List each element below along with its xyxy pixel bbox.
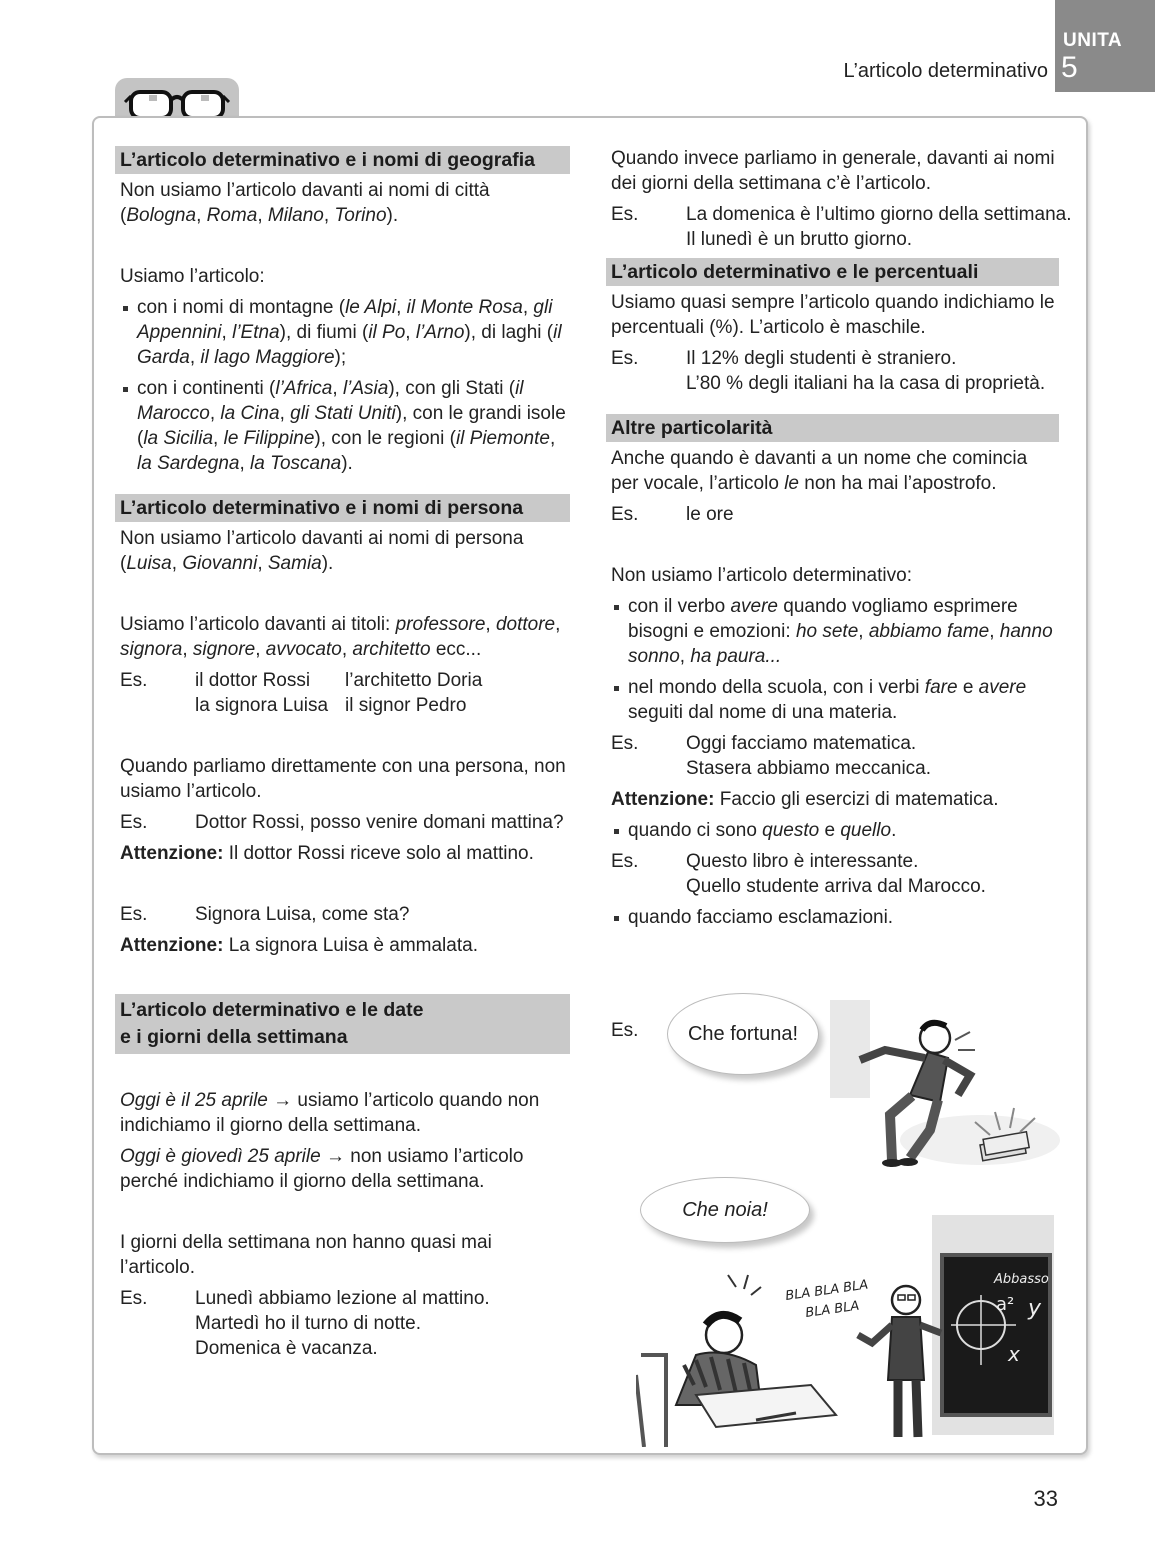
es-label: Es. [611,504,639,525]
es-label: Es. [611,1020,639,1041]
example-row [606,731,1059,781]
es-label: Es. [611,204,639,225]
list-item: nel mondo della scuola, con i verbi fare e avere seguiti dal nome di una materia. [611,675,1059,725]
example-text: L’80 % degli italiani ha la casa di proprietà. [686,373,1046,394]
altre-paragraph-2: Non usiamo l’articolo determinativo: [611,565,912,586]
altre-list-3 [606,905,1059,930]
section-heading-persona: L’articolo determinativo e i nomi di persona [115,494,570,522]
list-item: con i continenti (l’Africa, l’Asia), con gli Stati (il Marocco, la Cina, gli Stati Uniti), con le grandi isole (la Sicilia, le Filippine), con le regioni (il Piemonte, la Sardegna, la Toscana). [120,376,570,476]
es-label: Es. [120,1288,148,1309]
date-paragraph-2: Oggi è giovedì 25 aprile → non usiamo l’articolo perché indichiamo il giorno della settimana. [120,1146,524,1192]
section-heading-altre: Altre particolarità [606,414,1059,442]
example-row [606,849,1059,899]
lucky-man-illustration [830,1000,1060,1175]
altre-list-2 [606,818,1059,843]
unit-number: 5 [1061,51,1078,84]
es-label: Es. [120,904,148,925]
es-label: Es. [120,670,148,691]
date-paragraph-1: Oggi è il 25 aprile → usiamo l’articolo quando non indichiamo il giorno della settimana. [120,1090,540,1136]
classroom-illustration [636,1215,1054,1447]
bubble-text: Che fortuna! [687,1022,799,1045]
speech-bubble-noia [640,1177,810,1243]
persona-paragraph-1: Non usiamo l’articolo davanti ai nomi di persona (Luisa, Giovanni, Samia). [120,528,524,574]
example-text: le ore [686,504,734,525]
altre-list [606,594,1059,725]
attention-note: Attenzione: Faccio gli esercizi di matematica. [611,789,999,810]
example-text: il dottor Rossi [195,670,311,691]
section-heading-geografia: L’articolo determinativo e i nomi di geografia [115,146,570,174]
list-item: con i nomi di montagne (le Alpi, il Monte Rosa, gli Appennini, l’Etna), di fiumi (il Po, l’Arno), di laghi (il Garda, il lago Maggiore); [120,295,570,370]
board-text: y [1028,1296,1042,1321]
example-row [606,202,1072,252]
example-text: Il lunedì è un brutto giorno. [686,229,913,250]
example-row [115,810,570,835]
section-heading-date: L’articolo determinativo e le date e i giorni della settimana [115,994,570,1054]
right-column [606,146,1072,936]
list-item: quando facciamo esclamazioni. [611,905,1059,930]
persona-paragraph-3: Quando parliamo direttamente con una persona, non usiamo l’articolo. [120,756,566,802]
example-text: Lunedì abbiamo lezione al mattino. [195,1288,490,1309]
unit-tab [1055,0,1155,92]
running-title: L’articolo determinativo [843,60,1048,82]
example-text: Quello studente arriva dal Marocco. [686,876,986,897]
example-text: l’architetto Doria [345,670,483,691]
attention-note: Attenzione: Il dottor Rossi riceve solo al mattino. [120,843,534,864]
board-text: x [1008,1342,1020,1366]
example-text: Oggi facciamo matematica. [686,733,917,754]
persona-paragraph-2: Usiamo l’articolo davanti ai titoli: professore, dottore, signora, signore, avvocato, architetto ecc... [120,614,561,660]
geo-paragraph-1: Non usiamo l’articolo davanti ai nomi di città (Bologna, Roma, Milano, Torino). [120,180,490,226]
example-text: Stasera abbiamo meccanica. [686,758,932,779]
example-text: Martedì ho il turno di notte. [195,1313,422,1334]
example-row [115,902,570,927]
section-heading-percentuali: L’articolo determinativo e le percentuali [606,258,1059,286]
board-text: a² [996,1294,1015,1315]
example-text: La domenica è l’ultimo giorno della settimana. [686,204,1072,225]
example-titles [115,668,570,718]
geo-list [115,295,570,476]
teacher-speech: BLA BLA BLA [784,1277,870,1304]
es-label: Es. [120,812,148,833]
bubble-text: Che noia! [682,1198,768,1221]
list-item: con il verbo avere quando vogliamo esprimere bisogni e emozioni: ho sete, abbiamo fame, hanno sonno, ha paura... [611,594,1059,669]
example-row [115,1286,570,1361]
unit-word: UNITA [1063,30,1123,51]
example-row [606,502,1059,527]
es-label: Es. [611,733,639,754]
example-text: Dottor Rossi, posso venire domani mattina? [195,812,564,833]
board-text: Abbasso [994,1272,1049,1287]
list-item: quando ci sono questo e quello. [611,818,1059,843]
example-text: la signora Luisa [195,695,329,716]
left-column [115,146,570,1367]
page-number: 33 [1033,1486,1058,1511]
altre-paragraph-1: Anche quando è davanti a un nome che comincia per vocale, l’articolo le non ha mai l’apostrofo. [611,448,1028,494]
es-label: Es. [611,851,639,872]
example-text: il signor Pedro [345,695,467,716]
example-text: Il 12% degli studenti è straniero. [686,348,957,369]
date-paragraph-3: I giorni della settimana non hanno quasi mai l’articolo. [120,1232,492,1278]
example-text: Domenica è vacanza. [195,1338,378,1359]
example-text: Questo libro è interessante. [686,851,919,872]
geo-paragraph-2: Usiamo l’articolo: [120,266,265,287]
attention-note: Attenzione: La signora Luisa è ammalata. [120,935,478,956]
es-label: Es. [611,348,639,369]
teacher-speech: BLA BLA [804,1298,861,1321]
speech-bubble-fortuna [667,993,819,1075]
perc-paragraph: Usiamo quasi sempre l’articolo quando indichiamo le percentuali (%). L’articolo è maschile. [611,292,1055,338]
days-intro: Quando invece parliamo in generale, davanti ai nomi dei giorni della settimana c’è l’articolo. [611,148,1055,194]
example-text: Signora Luisa, come sta? [195,904,410,925]
example-row [606,346,1059,396]
